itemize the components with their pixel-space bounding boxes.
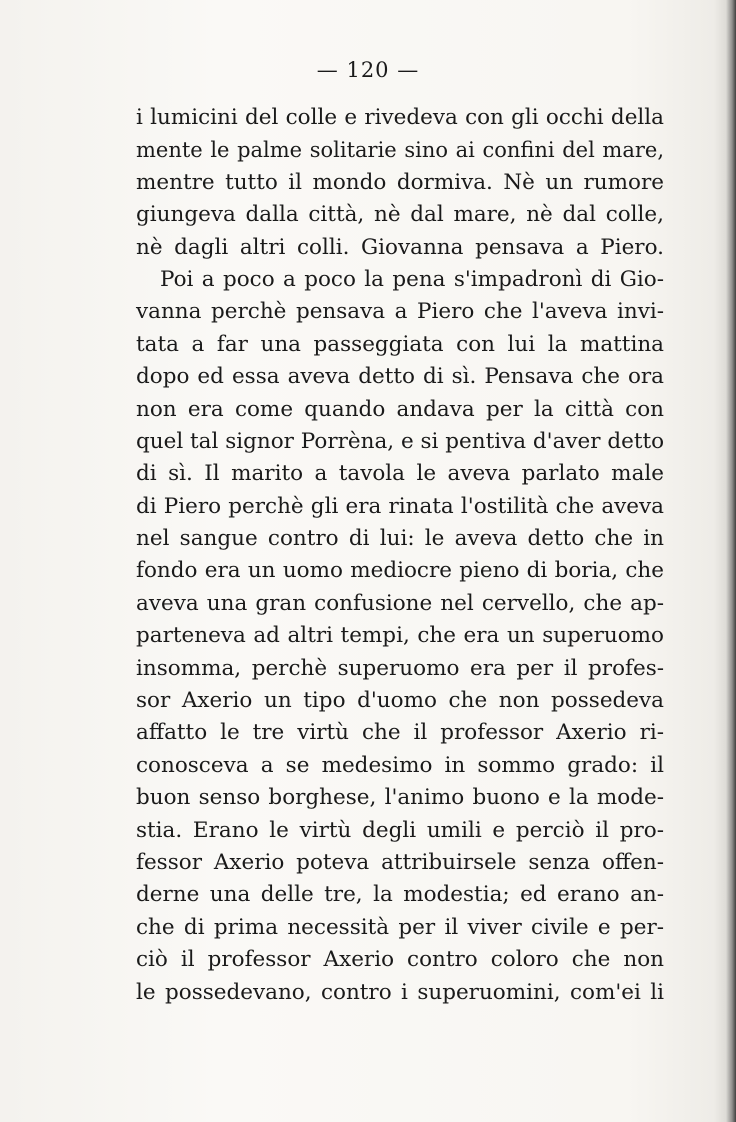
text-line: quel tal signor Porrèna, e si pentiva d'aver detto — [136, 428, 665, 454]
text-line: affatto le tre virtù che il professor Axerio ri- — [136, 720, 664, 746]
text-line: fondo era un uomo mediocre pieno di boria, che — [136, 558, 664, 584]
text-line: ciò il professor Axerio contro coloro che non — [136, 947, 664, 973]
text-line: che di prima necessità per il viver civile e per- — [136, 914, 664, 940]
text-line: mente le palme solitarie sino ai confini del mare, — [136, 138, 664, 163]
text-line: conosceva a se medesimo in sommo grado: il — [136, 752, 664, 778]
text-line: i lumicini del colle e rivedeva con gli occhi della — [136, 105, 664, 130]
text-line: buon senso borghese, l'animo buono e la mode- — [136, 785, 664, 811]
text-line: parteneva ad altri tempi, che era un superuomo — [136, 623, 664, 649]
text-line: le possedevano, contro i superuomini, com'ei li — [136, 979, 664, 1005]
text-line: insomma, perchè superuomo era per il profes- — [136, 655, 664, 681]
page-edge-shadow — [726, 0, 736, 1122]
text-line: tata a far una passeggiata con lui la mattina — [136, 331, 664, 357]
text-line: nè dagli altri colli. Giovanna pensava a Piero. — [136, 234, 664, 260]
text-line: non era come quando andava per la città con — [136, 396, 664, 422]
text-line: giungeva dalla città, nè dal mare, nè dal colle, — [136, 202, 664, 228]
text-line: di Piero perchè gli era rinata l'ostilità che aveva — [136, 493, 664, 519]
text-line: sor Axerio un tipo d'uomo che non possedeva — [136, 688, 664, 714]
text-line: dopo ed essa aveva detto di sì. Pensava che ora — [136, 364, 664, 390]
text-line-paragraph-start: Poi a poco a poco la pena s'impadronì di Gio- — [160, 266, 664, 292]
text-line: nel sangue contro di lui: le aveva detto che in — [136, 526, 664, 552]
text-line: aveva una gran confusione nel cervello, che ap- — [136, 590, 664, 616]
text-line: derne una delle tre, la modestia; ed erano an- — [136, 882, 664, 908]
text-line: di sì. Il marito a tavola le aveva parlato male — [136, 461, 664, 487]
text-line: stia. Erano le virtù degli umili e perciò il pro- — [136, 817, 664, 843]
body-text — [136, 102, 664, 1009]
page-number: — 120 — — [316, 58, 420, 82]
text-line: vanna perchè pensava a Piero che l'aveva invi- — [136, 299, 664, 325]
text-line: fessor Axerio poteva attribuirsele senza offen- — [136, 849, 664, 875]
text-line: mentre tutto il mondo dormiva. Nè un rumore — [136, 169, 664, 195]
